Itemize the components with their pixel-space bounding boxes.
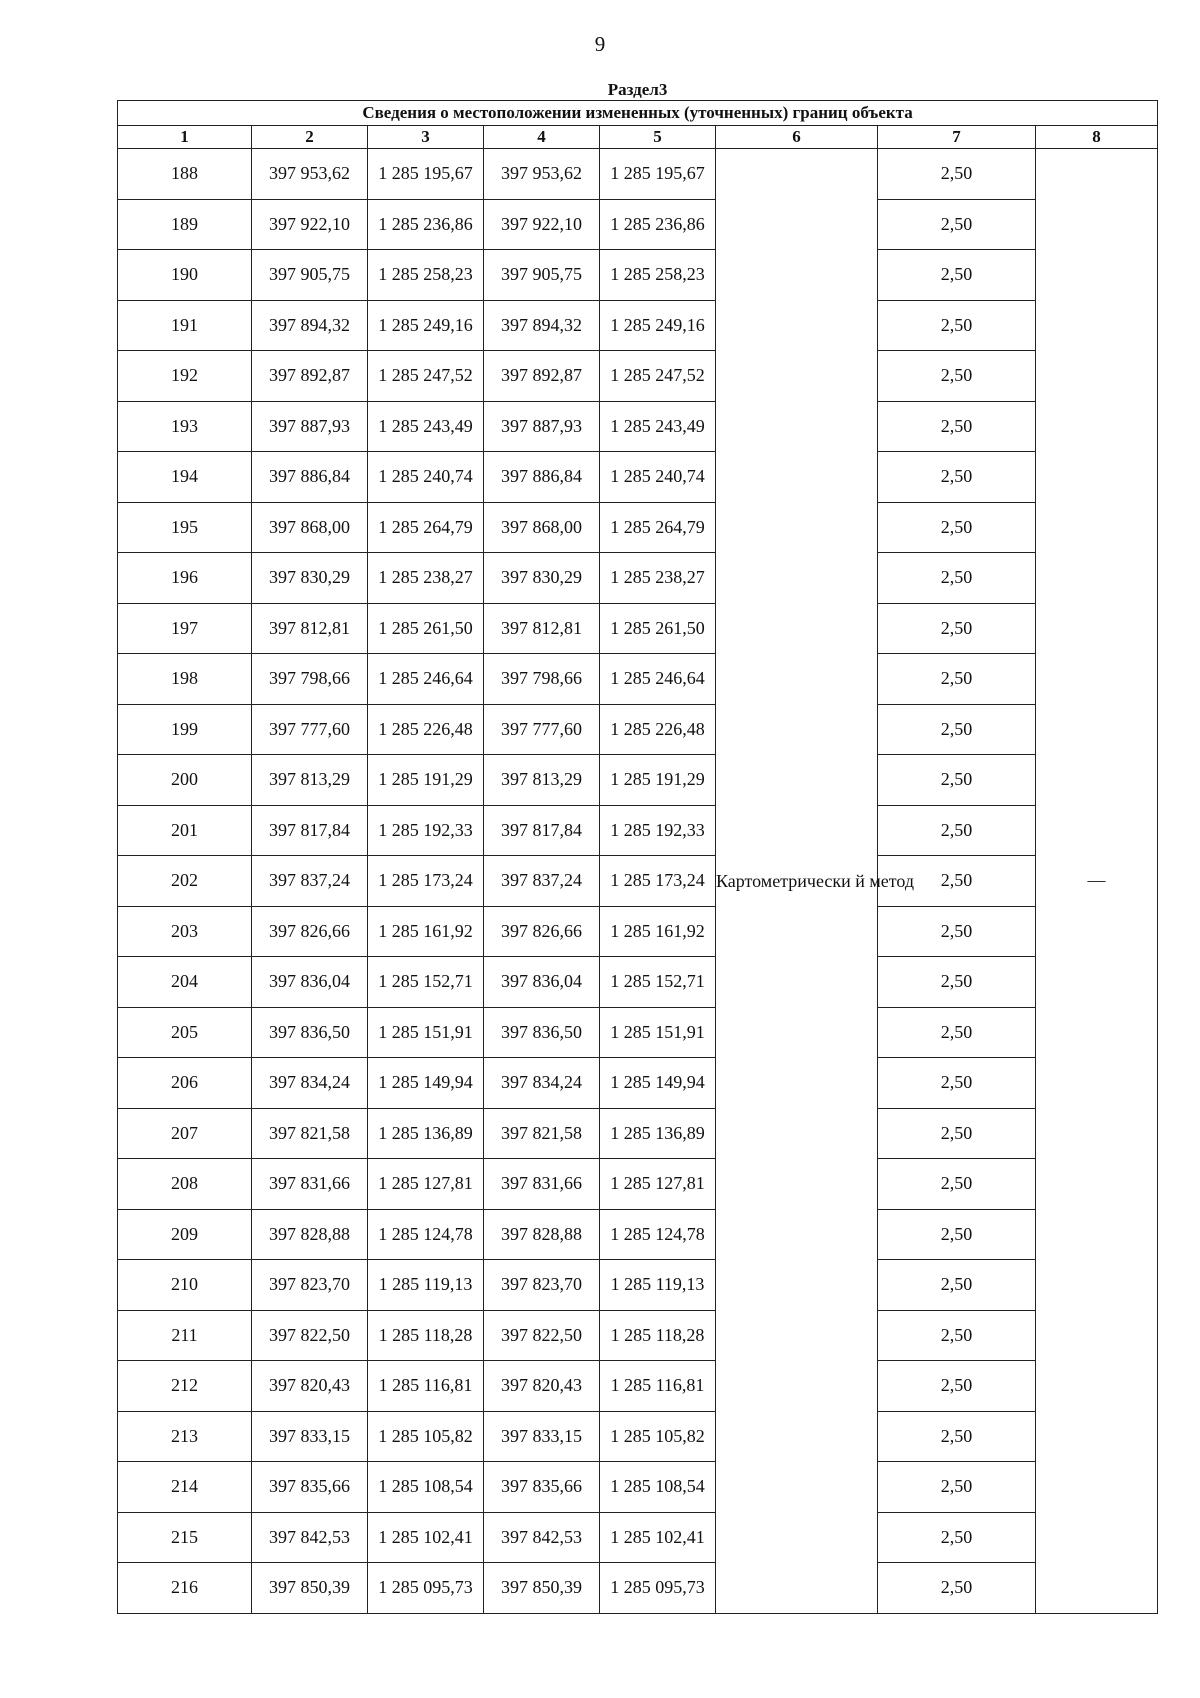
x-existing-cell: 397 836,04: [252, 957, 368, 1008]
y-existing-cell: 1 285 127,81: [368, 1159, 484, 1210]
accuracy-cell: 2,50: [878, 351, 1036, 402]
table-row: [118, 1563, 1158, 1614]
y-existing-cell: 1 285 247,52: [368, 351, 484, 402]
x-existing-cell: 397 837,24: [252, 856, 368, 907]
y-refined-cell: 1 285 161,92: [600, 906, 716, 957]
point-number-cell: 211: [118, 1310, 252, 1361]
x-existing-cell: 397 850,39: [252, 1563, 368, 1614]
accuracy-cell: 2,50: [878, 906, 1036, 957]
x-refined-cell: 397 777,60: [484, 704, 600, 755]
x-existing-cell: 397 821,58: [252, 1108, 368, 1159]
y-refined-cell: 1 285 108,54: [600, 1462, 716, 1513]
accuracy-cell: 2,50: [878, 755, 1036, 806]
y-refined-cell: 1 285 192,33: [600, 805, 716, 856]
x-refined-cell: 397 828,88: [484, 1209, 600, 1260]
y-existing-cell: 1 285 191,29: [368, 755, 484, 806]
table-row: [118, 553, 1158, 604]
accuracy-cell: 2,50: [878, 1462, 1036, 1513]
table-row: [118, 1209, 1158, 1260]
x-existing-cell: 397 822,50: [252, 1310, 368, 1361]
y-refined-cell: 1 285 118,28: [600, 1310, 716, 1361]
table-row: [118, 755, 1158, 806]
accuracy-cell: 2,50: [878, 957, 1036, 1008]
x-existing-cell: 397 830,29: [252, 553, 368, 604]
y-existing-cell: 1 285 124,78: [368, 1209, 484, 1260]
table-row: [118, 1512, 1158, 1563]
y-existing-cell: 1 285 095,73: [368, 1563, 484, 1614]
table-row: [118, 805, 1158, 856]
y-existing-cell: 1 285 226,48: [368, 704, 484, 755]
accuracy-cell: 2,50: [878, 1512, 1036, 1563]
y-refined-cell: 1 285 226,48: [600, 704, 716, 755]
table-row: [118, 906, 1158, 957]
table-row: [118, 1310, 1158, 1361]
y-refined-cell: 1 285 152,71: [600, 957, 716, 1008]
x-refined-cell: 397 834,24: [484, 1058, 600, 1109]
y-existing-cell: 1 285 108,54: [368, 1462, 484, 1513]
accuracy-cell: 2,50: [878, 654, 1036, 705]
x-refined-cell: 397 953,62: [484, 149, 600, 200]
y-existing-cell: 1 285 261,50: [368, 603, 484, 654]
accuracy-cell: 2,50: [878, 300, 1036, 351]
table-row: [118, 856, 1158, 907]
table-row: [118, 1007, 1158, 1058]
y-refined-cell: 1 285 238,27: [600, 553, 716, 604]
x-refined-cell: 397 905,75: [484, 250, 600, 301]
y-refined-cell: 1 285 127,81: [600, 1159, 716, 1210]
x-refined-cell: 397 812,81: [484, 603, 600, 654]
column-number: 4: [484, 126, 600, 149]
y-refined-cell: 1 285 119,13: [600, 1260, 716, 1311]
x-existing-cell: 397 905,75: [252, 250, 368, 301]
x-existing-cell: 397 828,88: [252, 1209, 368, 1260]
point-number-cell: 214: [118, 1462, 252, 1513]
y-existing-cell: 1 285 238,27: [368, 553, 484, 604]
y-existing-cell: 1 285 192,33: [368, 805, 484, 856]
point-number-cell: 198: [118, 654, 252, 705]
table-row: [118, 603, 1158, 654]
accuracy-cell: 2,50: [878, 1159, 1036, 1210]
column-number: 5: [600, 126, 716, 149]
x-refined-cell: 397 813,29: [484, 755, 600, 806]
point-number-cell: 199: [118, 704, 252, 755]
point-number-cell: 207: [118, 1108, 252, 1159]
table-row: [118, 1462, 1158, 1513]
x-refined-cell: 397 886,84: [484, 452, 600, 503]
x-existing-cell: 397 826,66: [252, 906, 368, 957]
table-row: [118, 502, 1158, 553]
table-row: [118, 1108, 1158, 1159]
column-number: 3: [368, 126, 484, 149]
x-existing-cell: 397 894,32: [252, 300, 368, 351]
y-refined-cell: 1 285 105,82: [600, 1411, 716, 1462]
point-number-cell: 208: [118, 1159, 252, 1210]
x-existing-cell: 397 887,93: [252, 401, 368, 452]
column-numbers-row: [118, 126, 1158, 149]
accuracy-cell: 2,50: [878, 1058, 1036, 1109]
point-number-cell: 206: [118, 1058, 252, 1109]
point-number-cell: 200: [118, 755, 252, 806]
accuracy-cell: 2,50: [878, 250, 1036, 301]
accuracy-cell: 2,50: [878, 1260, 1036, 1311]
x-refined-cell: 397 833,15: [484, 1411, 600, 1462]
point-number-cell: 205: [118, 1007, 252, 1058]
y-existing-cell: 1 285 152,71: [368, 957, 484, 1008]
x-existing-cell: 397 777,60: [252, 704, 368, 755]
x-refined-cell: 397 850,39: [484, 1563, 600, 1614]
accuracy-cell: 2,50: [878, 1563, 1036, 1614]
y-refined-cell: 1 285 149,94: [600, 1058, 716, 1109]
x-refined-cell: 397 820,43: [484, 1361, 600, 1412]
column-number: 7: [878, 126, 1036, 149]
accuracy-cell: 2,50: [878, 199, 1036, 250]
accuracy-cell: 2,50: [878, 1411, 1036, 1462]
accuracy-cell: 2,50: [878, 1108, 1036, 1159]
method-cell: Картометрически й метод: [716, 149, 878, 1614]
x-existing-cell: 397 833,15: [252, 1411, 368, 1462]
note-cell: —: [1036, 149, 1158, 1614]
x-refined-cell: 397 831,66: [484, 1159, 600, 1210]
x-existing-cell: 397 836,50: [252, 1007, 368, 1058]
point-number-cell: 191: [118, 300, 252, 351]
point-number-cell: 204: [118, 957, 252, 1008]
table-row: [118, 1361, 1158, 1412]
y-refined-cell: 1 285 236,86: [600, 199, 716, 250]
y-existing-cell: 1 285 249,16: [368, 300, 484, 351]
point-number-cell: 203: [118, 906, 252, 957]
accuracy-cell: 2,50: [878, 149, 1036, 200]
x-refined-cell: 397 922,10: [484, 199, 600, 250]
y-existing-cell: 1 285 102,41: [368, 1512, 484, 1563]
y-existing-cell: 1 285 136,89: [368, 1108, 484, 1159]
point-number-cell: 201: [118, 805, 252, 856]
x-existing-cell: 397 831,66: [252, 1159, 368, 1210]
x-refined-cell: 397 892,87: [484, 351, 600, 402]
y-existing-cell: 1 285 118,28: [368, 1310, 484, 1361]
table-title: Сведения о местоположении измененных (уточненных) границ объекта: [118, 101, 1158, 126]
point-number-cell: 193: [118, 401, 252, 452]
accuracy-cell: 2,50: [878, 1209, 1036, 1260]
y-existing-cell: 1 285 151,91: [368, 1007, 484, 1058]
x-refined-cell: 397 821,58: [484, 1108, 600, 1159]
y-refined-cell: 1 285 124,78: [600, 1209, 716, 1260]
x-refined-cell: 397 798,66: [484, 654, 600, 705]
table-row: [118, 1411, 1158, 1462]
point-number-cell: 202: [118, 856, 252, 907]
point-number-cell: 194: [118, 452, 252, 503]
x-refined-cell: 397 835,66: [484, 1462, 600, 1513]
y-refined-cell: 1 285 136,89: [600, 1108, 716, 1159]
x-refined-cell: 397 887,93: [484, 401, 600, 452]
table-row: [118, 654, 1158, 705]
accuracy-cell: 2,50: [878, 1361, 1036, 1412]
y-existing-cell: 1 285 195,67: [368, 149, 484, 200]
y-refined-cell: 1 285 261,50: [600, 603, 716, 654]
accuracy-cell: 2,50: [878, 856, 1036, 907]
point-number-cell: 192: [118, 351, 252, 402]
point-number-cell: 216: [118, 1563, 252, 1614]
page-number: 9: [594, 32, 606, 56]
column-number: 1: [118, 126, 252, 149]
y-refined-cell: 1 285 173,24: [600, 856, 716, 907]
y-refined-cell: 1 285 191,29: [600, 755, 716, 806]
y-existing-cell: 1 285 264,79: [368, 502, 484, 553]
y-existing-cell: 1 285 246,64: [368, 654, 484, 705]
x-existing-cell: 397 820,43: [252, 1361, 368, 1412]
table-row: [118, 401, 1158, 452]
x-existing-cell: 397 922,10: [252, 199, 368, 250]
y-refined-cell: 1 285 240,74: [600, 452, 716, 503]
table-row: [118, 199, 1158, 250]
y-existing-cell: 1 285 258,23: [368, 250, 484, 301]
x-refined-cell: 397 823,70: [484, 1260, 600, 1311]
y-refined-cell: 1 285 151,91: [600, 1007, 716, 1058]
x-existing-cell: 397 892,87: [252, 351, 368, 402]
table-row: [118, 149, 1158, 200]
column-number: 8: [1036, 126, 1158, 149]
table-row: [118, 250, 1158, 301]
x-refined-cell: 397 894,32: [484, 300, 600, 351]
point-number-cell: 215: [118, 1512, 252, 1563]
y-existing-cell: 1 285 119,13: [368, 1260, 484, 1311]
x-existing-cell: 397 813,29: [252, 755, 368, 806]
y-existing-cell: 1 285 161,92: [368, 906, 484, 957]
y-existing-cell: 1 285 243,49: [368, 401, 484, 452]
point-number-cell: 188: [118, 149, 252, 200]
boundary-coordinates-table: [117, 80, 1158, 1614]
y-refined-cell: 1 285 246,64: [600, 654, 716, 705]
y-existing-cell: 1 285 173,24: [368, 856, 484, 907]
accuracy-cell: 2,50: [878, 401, 1036, 452]
x-refined-cell: 397 837,24: [484, 856, 600, 907]
y-refined-cell: 1 285 102,41: [600, 1512, 716, 1563]
x-refined-cell: 397 836,50: [484, 1007, 600, 1058]
point-number-cell: 196: [118, 553, 252, 604]
accuracy-cell: 2,50: [878, 1007, 1036, 1058]
x-refined-cell: 397 822,50: [484, 1310, 600, 1361]
x-existing-cell: 397 798,66: [252, 654, 368, 705]
point-number-cell: 209: [118, 1209, 252, 1260]
table-row: [118, 1058, 1158, 1109]
y-refined-cell: 1 285 243,49: [600, 401, 716, 452]
y-refined-cell: 1 285 095,73: [600, 1563, 716, 1614]
y-refined-cell: 1 285 116,81: [600, 1361, 716, 1412]
table-row: [118, 300, 1158, 351]
point-number-cell: 212: [118, 1361, 252, 1412]
point-number-cell: 189: [118, 199, 252, 250]
table-row: [118, 1159, 1158, 1210]
accuracy-cell: 2,50: [878, 1310, 1036, 1361]
x-refined-cell: 397 826,66: [484, 906, 600, 957]
x-existing-cell: 397 835,66: [252, 1462, 368, 1513]
table-body: [118, 149, 1158, 1614]
x-existing-cell: 397 842,53: [252, 1512, 368, 1563]
y-existing-cell: 1 285 149,94: [368, 1058, 484, 1109]
accuracy-cell: 2,50: [878, 502, 1036, 553]
table-row: [118, 452, 1158, 503]
y-refined-cell: 1 285 249,16: [600, 300, 716, 351]
section-label: Раздел3: [118, 80, 1158, 101]
x-refined-cell: 397 817,84: [484, 805, 600, 856]
point-number-cell: 210: [118, 1260, 252, 1311]
accuracy-cell: 2,50: [878, 553, 1036, 604]
accuracy-cell: 2,50: [878, 452, 1036, 503]
x-existing-cell: 397 834,24: [252, 1058, 368, 1109]
x-existing-cell: 397 823,70: [252, 1260, 368, 1311]
column-number: 6: [716, 126, 878, 149]
x-refined-cell: 397 836,04: [484, 957, 600, 1008]
point-number-cell: 195: [118, 502, 252, 553]
y-refined-cell: 1 285 264,79: [600, 502, 716, 553]
x-refined-cell: 397 868,00: [484, 502, 600, 553]
point-number-cell: 197: [118, 603, 252, 654]
y-existing-cell: 1 285 240,74: [368, 452, 484, 503]
table-row: [118, 351, 1158, 402]
x-existing-cell: 397 812,81: [252, 603, 368, 654]
y-refined-cell: 1 285 247,52: [600, 351, 716, 402]
accuracy-cell: 2,50: [878, 805, 1036, 856]
x-refined-cell: 397 830,29: [484, 553, 600, 604]
point-number-cell: 190: [118, 250, 252, 301]
point-number-cell: 213: [118, 1411, 252, 1462]
table-row: [118, 1260, 1158, 1311]
x-refined-cell: 397 842,53: [484, 1512, 600, 1563]
y-existing-cell: 1 285 116,81: [368, 1361, 484, 1412]
y-refined-cell: 1 285 258,23: [600, 250, 716, 301]
y-refined-cell: 1 285 195,67: [600, 149, 716, 200]
x-existing-cell: 397 817,84: [252, 805, 368, 856]
y-existing-cell: 1 285 236,86: [368, 199, 484, 250]
table-row: [118, 704, 1158, 755]
accuracy-cell: 2,50: [878, 704, 1036, 755]
x-existing-cell: 397 868,00: [252, 502, 368, 553]
y-existing-cell: 1 285 105,82: [368, 1411, 484, 1462]
table-row: [118, 957, 1158, 1008]
column-number: 2: [252, 126, 368, 149]
x-existing-cell: 397 886,84: [252, 452, 368, 503]
accuracy-cell: 2,50: [878, 603, 1036, 654]
x-existing-cell: 397 953,62: [252, 149, 368, 200]
